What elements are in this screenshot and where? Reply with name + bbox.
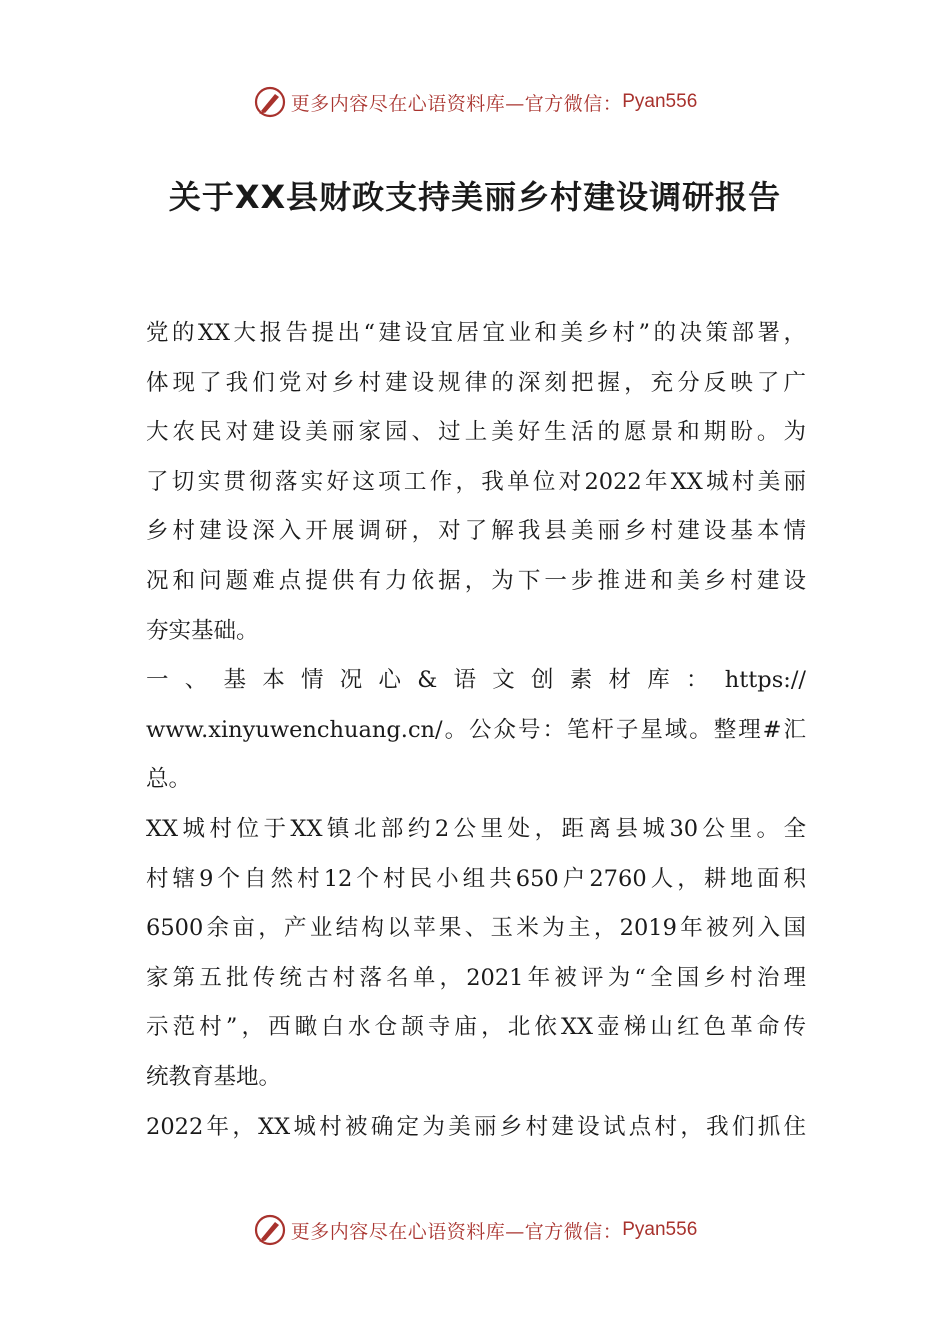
banner-handle: Pyan556 [622, 1219, 698, 1240]
banner-text: 更多内容尽在心语资料库—官方微信： [290, 1220, 623, 1243]
brush-logo-icon [253, 1213, 287, 1247]
banner-text: 更多内容尽在心语资料库—官方微信： [290, 92, 623, 115]
text-line: 统教育基地。 [146, 1063, 282, 1090]
text-line: 示范村”，西瞰白水仓颉寺庙，北依XX壶梯山红色革命传 [146, 1014, 806, 1041]
text-line: 家第五批传统古村落名单，2021年被评为“全国乡村治理 [146, 964, 806, 991]
text-line: XX城村位于XX镇北部约2公里处，距离县城30公里。全 [146, 815, 806, 842]
header-banner [0, 82, 950, 122]
text-line: 体现了我们党对乡村建设规律的深刻把握，充分反映了广 [146, 369, 806, 396]
text-line: 乡村建设深入开展调研，对了解我县美丽乡村建设基本情 [146, 518, 806, 545]
text-line: 总。 [146, 766, 192, 793]
text-line: 一、基本情况心&语文创素材库：https:// [146, 667, 806, 694]
text-line: 了切实贯彻落实好这项工作，我单位对2022年XX城村美丽 [146, 468, 806, 495]
text-line: www.xinyuwenchuang.cn/。公众号：笔杆子星域。整理#汇 [146, 716, 806, 743]
brush-logo-icon [253, 85, 287, 119]
document-title: 关于XX县财政支持美丽乡村建设调研报告 [168, 178, 782, 216]
text-line: 党的XX大报告提出“建设宜居宜业和美乡村”的决策部署， [146, 320, 806, 346]
text-line: 夯实基础。 [146, 617, 259, 644]
banner-handle: Pyan556 [622, 91, 698, 112]
text-line: 况和问题难点提供有力依据，为下一步推进和美乡村建设 [146, 567, 806, 594]
text-line: 大农民对建设美丽家园、过上美好生活的愿景和期盼。为 [146, 419, 806, 446]
text-line: 6500余亩，产业结构以苹果、玉米为主，2019年被列入国 [146, 915, 806, 942]
text-line: 2022年，XX城村被确定为美丽乡村建设试点村，我们抓住 [146, 1113, 806, 1140]
text-line: 村辖9个自然村12个村民小组共650户2760人，耕地面积 [146, 865, 806, 892]
document-body [146, 309, 806, 1152]
footer-banner [0, 1210, 950, 1250]
